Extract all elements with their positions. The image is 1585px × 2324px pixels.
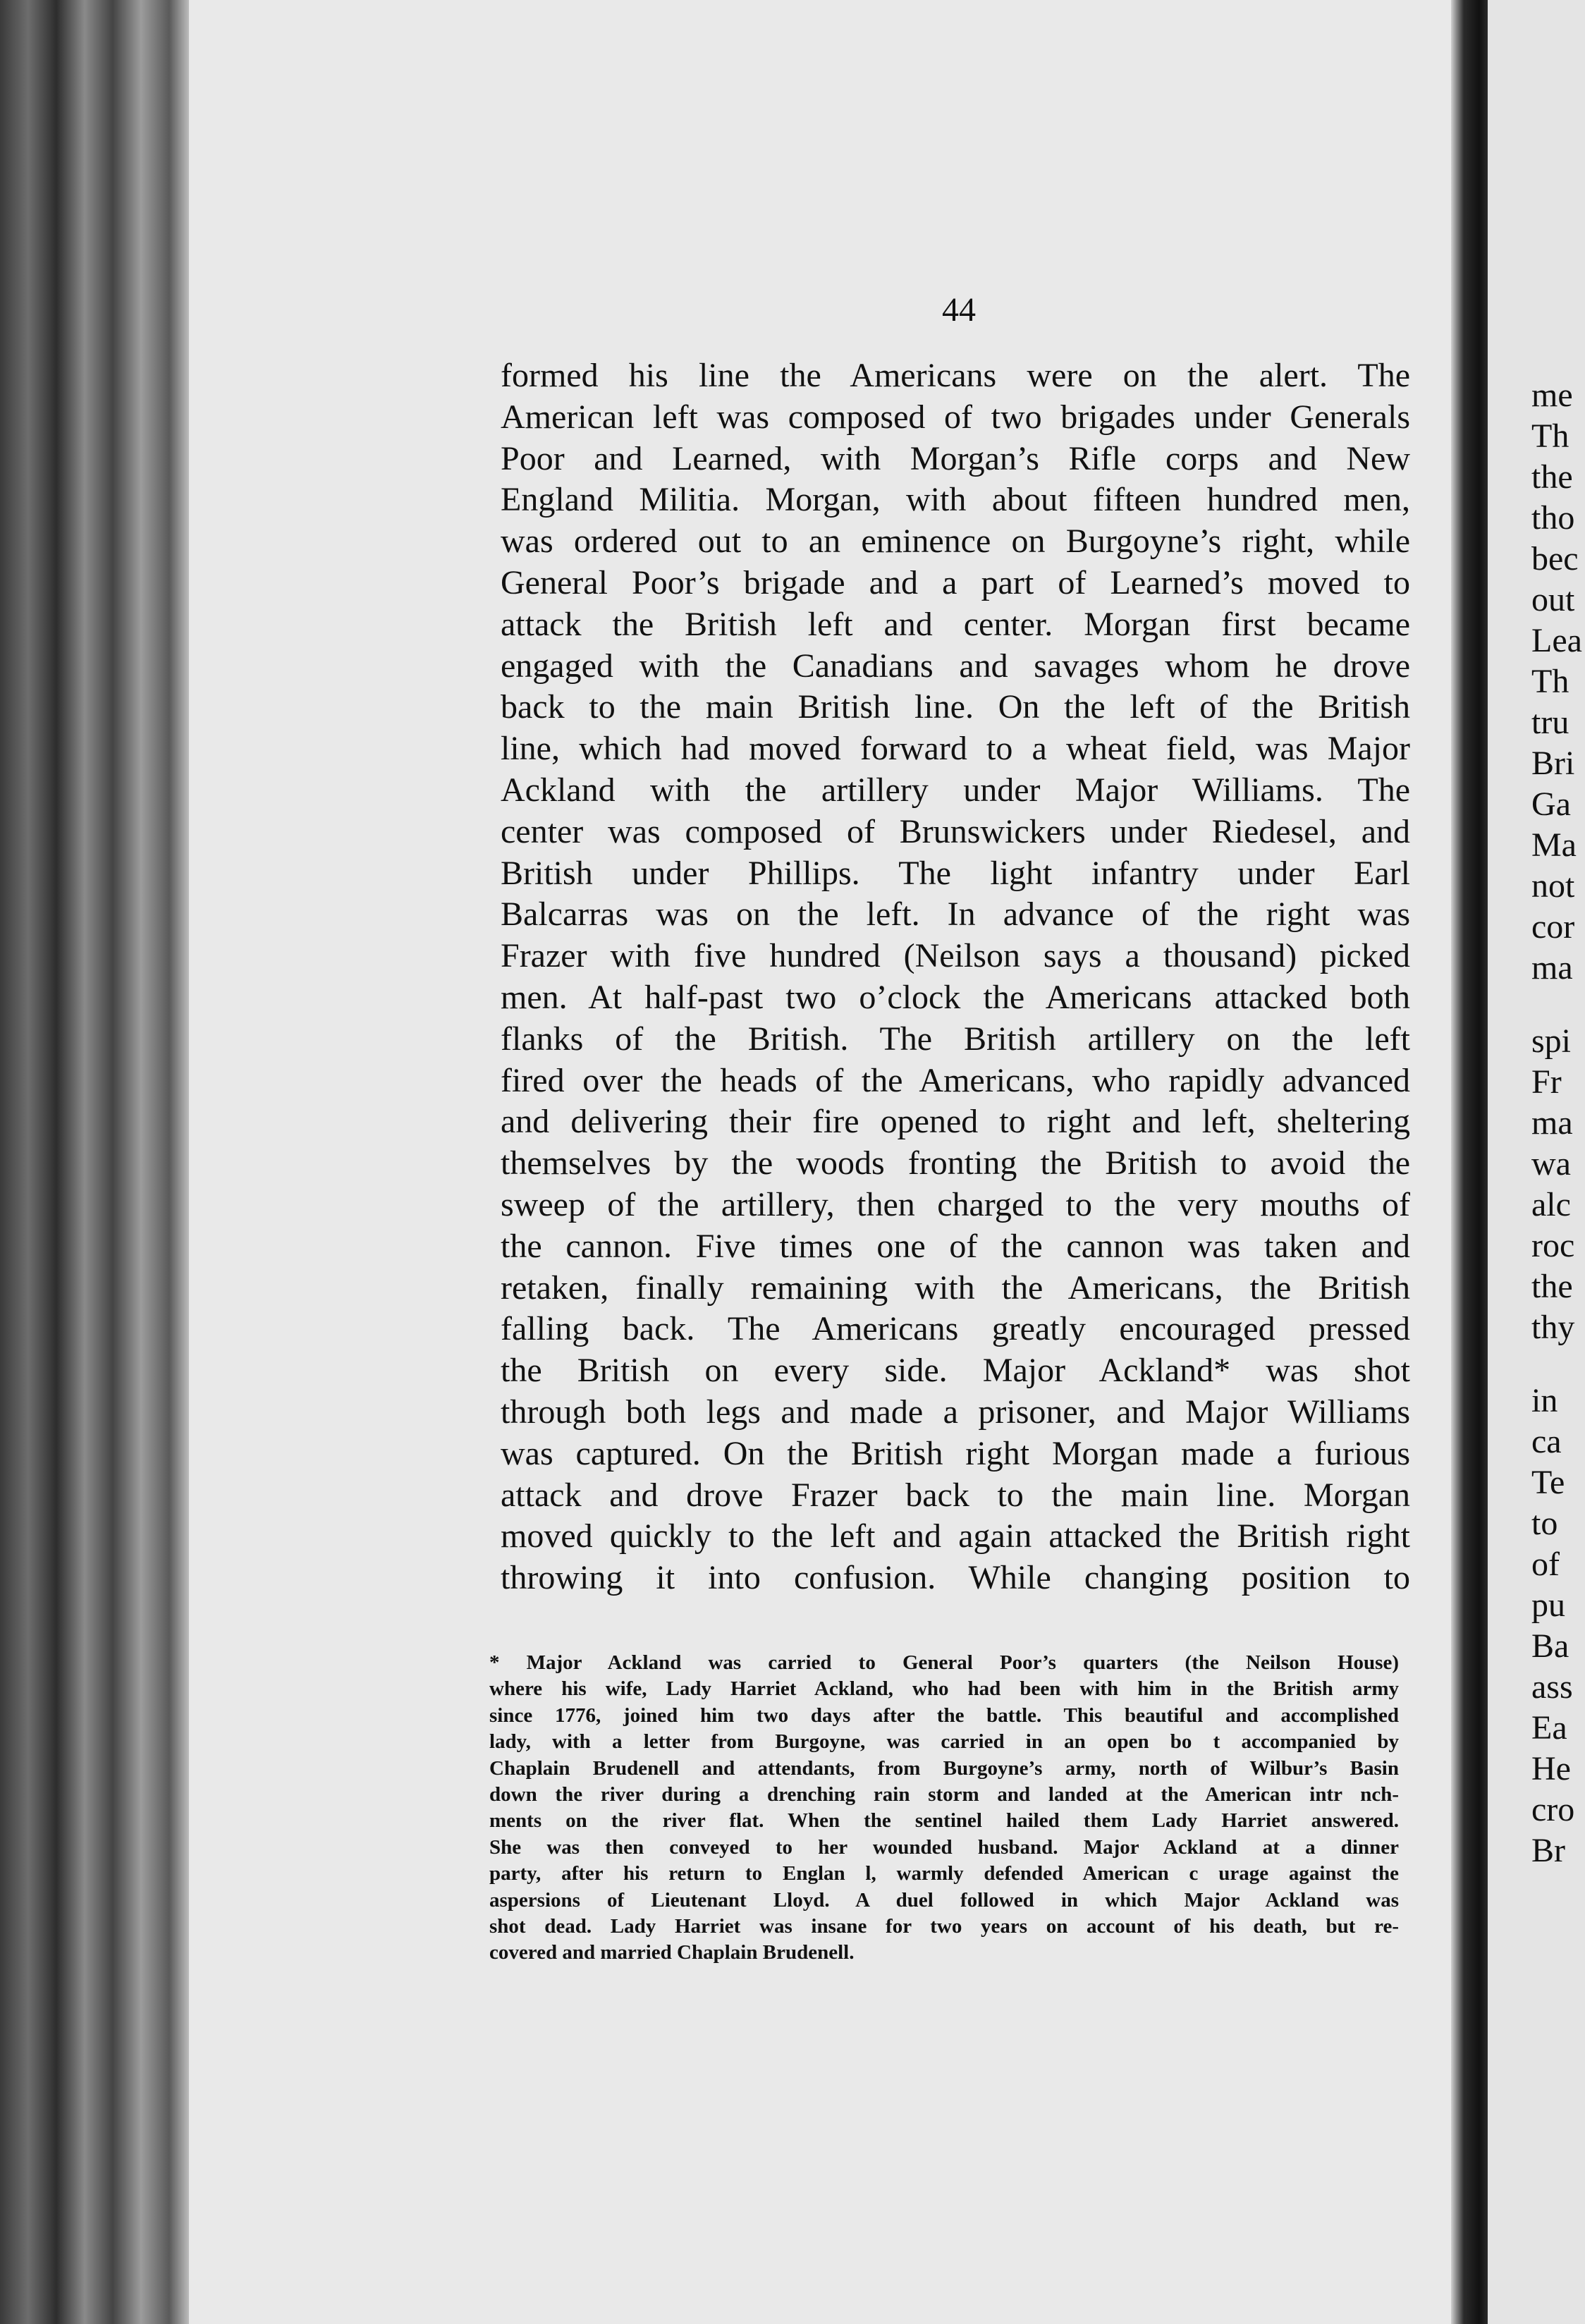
body-line: British under Phillips. The light infantry under Earl — [501, 854, 1410, 892]
body-line: formed his line the Americans were on the alert. The — [501, 357, 1410, 394]
footnote-line: since 1776, joined him two days after the battle. This beautiful and accomplished — [489, 1704, 1399, 1727]
page-number: 44 — [942, 291, 976, 329]
body-line: attack the British left and center. Morgan first became — [501, 605, 1410, 643]
body-line: Frazer with five hundred (Neilson says a thousand) picked — [501, 937, 1410, 975]
footnote-line: Chaplain Brudenell and attendants, from Burgoyne’s army, north of Wilbur’s Basin — [489, 1756, 1399, 1780]
facing-page-fragment: Bri — [1531, 745, 1575, 782]
facing-page-fragment: Ga — [1531, 785, 1571, 823]
facing-page-fragment: ma — [1531, 949, 1573, 986]
body-line: men. At half-past two o’clock the Americans attacked both — [501, 978, 1410, 1016]
main-paragraph — [501, 355, 1410, 1599]
facing-page-fragment: wa — [1531, 1145, 1571, 1182]
body-line: Poor and Learned, with Morgan’s Rifle corps and New — [501, 439, 1410, 477]
facing-page-fragment: Ba — [1531, 1627, 1569, 1665]
body-line: falling back. The Americans greatly encouraged pressed — [501, 1310, 1410, 1348]
footnote-line: lady, with a letter from Burgoyne, was carried in an open bo t accompanied by — [489, 1730, 1399, 1754]
facing-page-fragment: ma — [1531, 1104, 1573, 1142]
body-line: American left was composed of two brigades under Generals — [501, 398, 1410, 436]
body-line: England Militia. Morgan, with about fifteen hundred men, — [501, 481, 1410, 519]
body-line: line, which had moved forward to a wheat field, was Major — [501, 730, 1410, 768]
footnote-line: ments on the river flat. When the sentinel hailed them Lady Harriet answered. — [489, 1809, 1399, 1833]
body-line: Balcarras was on the left. In advance of the right was — [501, 895, 1410, 934]
facing-page-fragment: Fr — [1531, 1063, 1562, 1101]
facing-page-fragment: Lea — [1531, 622, 1582, 659]
footnote-line: She was then conveyed to her wounded husband. Major Ackland at a dinner — [489, 1835, 1399, 1859]
facing-page-fragment: in — [1531, 1382, 1558, 1419]
footnote-line: * Major Ackland was carried to General Poor’s quarters (the Neilson House) — [489, 1651, 1399, 1674]
facing-page-fragment: tho — [1531, 499, 1575, 537]
facing-page-fragment: to — [1531, 1505, 1558, 1542]
facing-page-fragment: cor — [1531, 908, 1575, 946]
facing-page-fragment: Th — [1531, 417, 1569, 455]
facing-page-fragment: spi — [1531, 1022, 1572, 1060]
body-line: fired over the heads of the Americans, who rapidly advanced — [501, 1061, 1410, 1099]
book-binding-edge — [0, 0, 189, 2324]
facing-page-fragment: tru — [1531, 704, 1569, 741]
facing-page-fragment: Te — [1531, 1464, 1565, 1501]
facing-page-fragment: thy — [1531, 1309, 1575, 1346]
facing-page-fragment: Ea — [1531, 1709, 1567, 1747]
body-line: Ackland with the artillery under Major Williams. The — [501, 771, 1410, 809]
body-line: engaged with the Canadians and savages whom he drove — [501, 647, 1410, 685]
facing-page-fragment: not — [1531, 867, 1575, 905]
facing-page-fragment: alc — [1531, 1186, 1571, 1223]
body-line: attack and drove Frazer back to the main line. Morgan — [501, 1476, 1410, 1514]
body-line: the cannon. Five times one of the cannon was taken and — [501, 1227, 1410, 1265]
facing-page-fragment: ca — [1531, 1423, 1562, 1460]
body-line: and delivering their fire opened to right and left, sheltering — [501, 1103, 1410, 1141]
facing-page-fragment: me — [1531, 377, 1573, 414]
footnote-line: where his wife, Lady Harriet Ackland, who had been with him in the British army — [489, 1677, 1399, 1701]
facing-page-fragment: roc — [1531, 1227, 1575, 1264]
body-line: sweep of the artillery, then charged to the very mouths of — [501, 1185, 1410, 1223]
footnote-line: aspersions of Lieutenant Lloyd. A duel followed in which Major Ackland was — [489, 1888, 1399, 1912]
facing-page-fragment: Ma — [1531, 826, 1577, 864]
body-line: through both legs and made a prisoner, and Major Williams — [501, 1393, 1410, 1431]
facing-page-fragment: the — [1531, 1268, 1573, 1305]
facing-page-fragment: out — [1531, 581, 1575, 618]
body-line: throwing it into confusion. While changing position to — [501, 1559, 1410, 1597]
body-line: moved quickly to the left and again attacked the British right — [501, 1517, 1410, 1555]
footnote-line: down the river during a drenching rain storm and landed at the American intr nch- — [489, 1782, 1399, 1806]
footnote-line: shot dead. Lady Harriet was insane for two years on account of his death, but re- — [489, 1914, 1399, 1938]
footnote-line: covered and married Chaplain Brudenell. — [489, 1941, 855, 1964]
body-line: flanks of the British. The British artillery on the left — [501, 1020, 1410, 1058]
body-line: the British on every side. Major Ackland* was shot — [501, 1352, 1410, 1390]
facing-page-fragment: pu — [1531, 1586, 1565, 1624]
footnote-line: party, after his return to Englan l, warmly defended American c urage against the — [489, 1862, 1399, 1885]
body-line: General Poor’s brigade and a part of Learned’s moved to — [501, 563, 1410, 601]
page-gutter — [1451, 0, 1488, 2324]
body-line: center was composed of Brunswickers under Riedesel, and — [501, 812, 1410, 850]
facing-page-fragment: the — [1531, 458, 1573, 496]
facing-page-fragment: ass — [1531, 1668, 1573, 1706]
body-line: was ordered out to an eminence on Burgoyne’s right, while — [501, 522, 1410, 561]
facing-page-fragment: He — [1531, 1750, 1571, 1787]
body-line: retaken, finally remaining with the Americans, the British — [501, 1268, 1410, 1307]
facing-page-fragment: of — [1531, 1546, 1560, 1583]
facing-page-fragment: cro — [1531, 1791, 1575, 1828]
body-line: back to the main British line. On the left of the British — [501, 688, 1410, 726]
facing-page-fragment: Th — [1531, 663, 1569, 700]
body-line: was captured. On the British right Morgan made a furious — [501, 1434, 1410, 1472]
facing-page-fragment: bec — [1531, 540, 1579, 577]
body-line: themselves by the woods fronting the British to avoid the — [501, 1144, 1410, 1182]
facing-page-fragment: Br — [1531, 1832, 1565, 1869]
footnote — [489, 1650, 1399, 1967]
